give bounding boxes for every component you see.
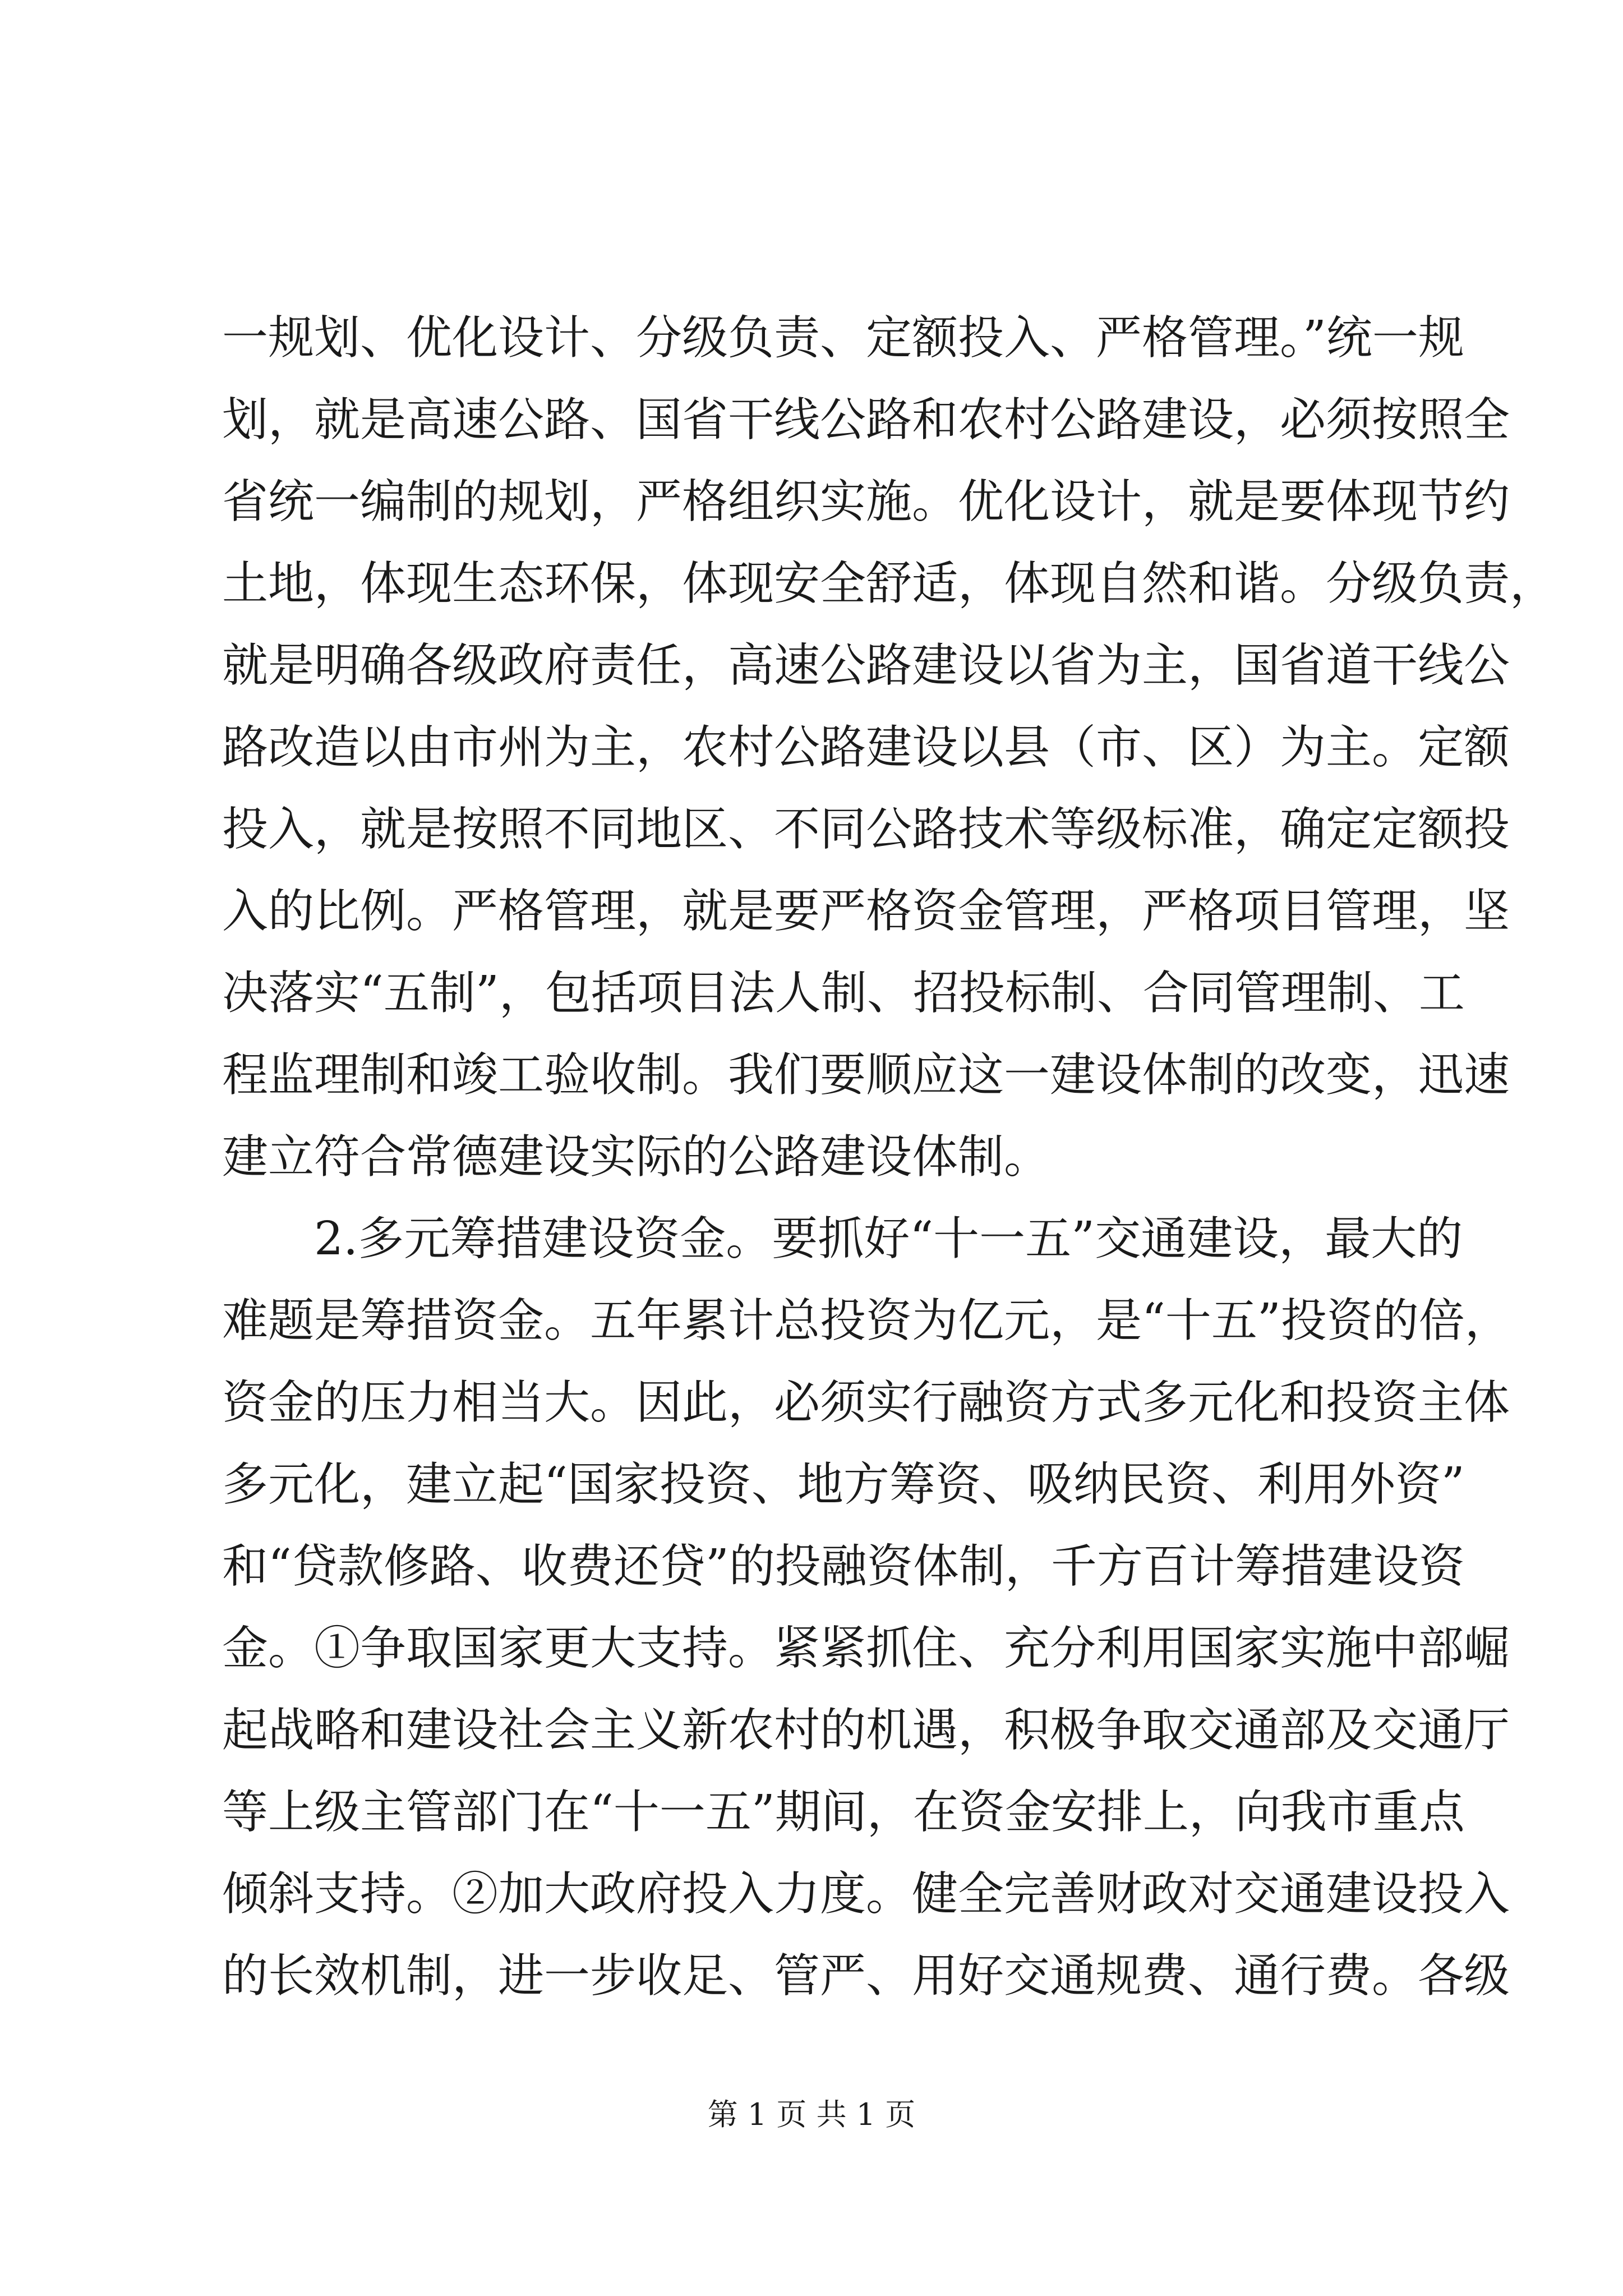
text-line: 省统一编制的规划，严格组织实施。优化设计，就是要体现节约	[222, 475, 1510, 528]
text-line: 路改造以由市州为主，农村公路建设以县（市、区）为主。定额	[222, 721, 1510, 774]
text-line: 就是明确各级政府责任，高速公路建设以省为主，国省道干线公	[222, 639, 1510, 692]
text-line: 土地，体现生态环保，体现安全舒适，体现自然和谐。分级负责，	[222, 557, 1556, 610]
text-line: 金。①争取国家更大支持。紧紧抓住、充分利用国家实施中部崛	[222, 1622, 1510, 1675]
text-line: 一规划、优化设计、分级负责、定额投入、严格管理。”统一规	[222, 311, 1464, 365]
page-footer: 第 1 页 共 1 页	[707, 2097, 916, 2132]
text-line: 程监理制和竣工验收制。我们要顺应这一建设体制的改变，迅速	[222, 1048, 1510, 1102]
body-text	[222, 297, 1556, 2017]
text-line: 起战略和建设社会主义新农村的机遇，积极争取交通部及交通厅	[222, 1704, 1510, 1757]
text-line: 入的比例。严格管理，就是要严格资金管理，严格项目管理，坚	[222, 885, 1510, 938]
text-line: 多元化，建立起“国家投资、地方筹资、吸纳民资、利用外资”	[222, 1458, 1465, 1511]
text-line: 投入，就是按照不同地区、不同公路技术等级标准，确定定额投	[222, 803, 1510, 856]
text-line: 资金的压力相当大。因此，必须实行融资方式多元化和投资主体	[222, 1376, 1510, 1429]
paragraph-start-line: 2.多元筹措建设资金。要抓好“十一五”交通建设，最大的	[314, 1212, 1463, 1266]
text-line: 难题是筹措资金。五年累计总投资为亿元，是“十五”投资的倍，	[222, 1294, 1511, 1347]
text-line: 倾斜支持。②加大政府投入力度。健全完善财政对交通建设投入	[222, 1867, 1510, 1921]
text-line: 的长效机制，进一步收足、管严、用好交通规费、通行费。各级	[222, 1949, 1510, 2003]
text-line: 等上级主管部门在“十一五”期间，在资金安排上，向我市重点	[222, 1786, 1465, 1839]
text-line: 和“贷款修路、收费还贷”的投融资体制，千方百计筹措建设资	[222, 1540, 1465, 1593]
text-line: 决落实“五制”，包括项目法人制、招投标制、合同管理制、工	[222, 967, 1465, 1020]
text-line: 划，就是高速公路、国省干线公路和农村公路建设，必须按照全	[222, 393, 1510, 447]
text-line: 建立符合常德建设实际的公路建设体制。	[222, 1130, 1050, 1184]
